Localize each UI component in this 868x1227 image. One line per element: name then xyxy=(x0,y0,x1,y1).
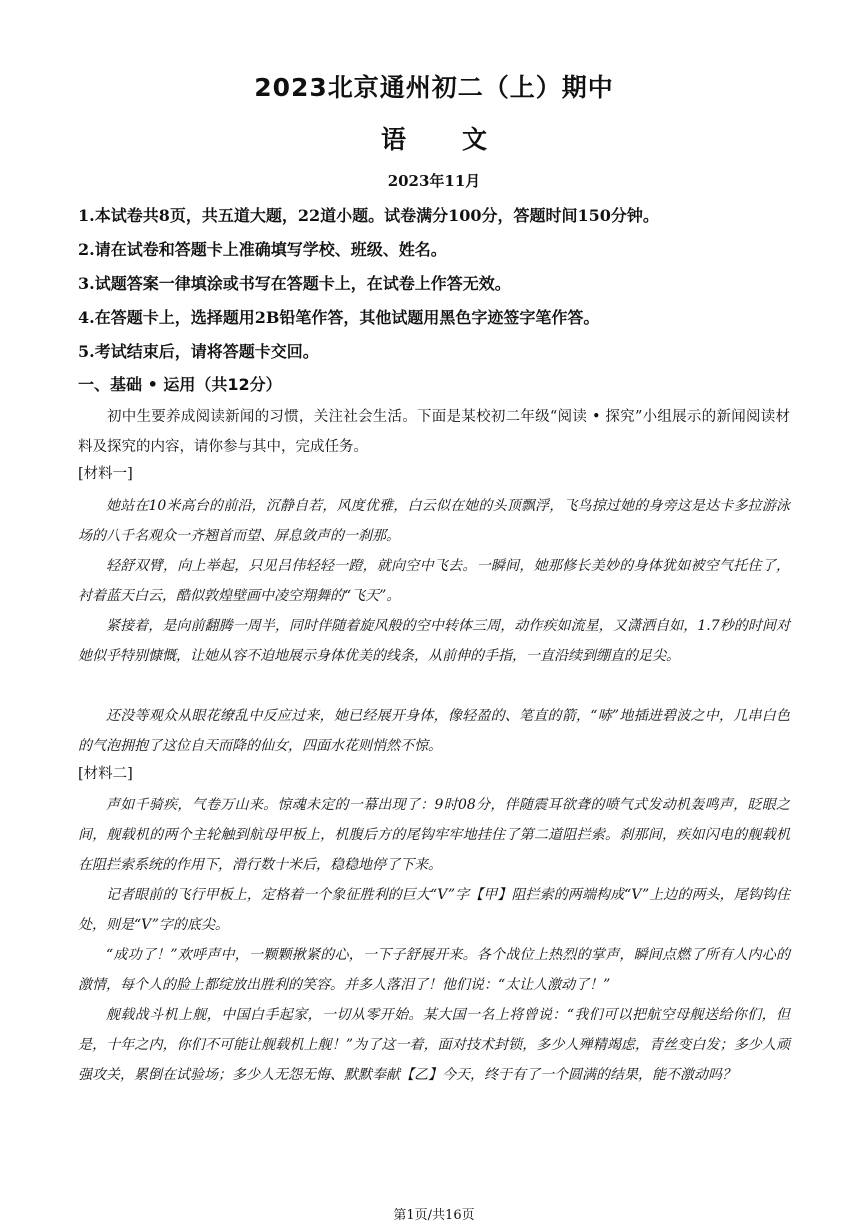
material-paragraph: 舰载战斗机上舰，中国白手起家，一切从零开始。某大国一名上将曾说：“我们可以把航空母舰送给你们，但是，十年之内，你们不可能让舰载机上舰！”为了这一着，面对技术封锁，多少人殚精竭虑，青丝变白发；多少人顽强攻关，累倒在试验场；多少人无怨无悔、默默奉献【乙】今天，终于有了一个圆满的结果，能不激动吗？ xyxy=(78,1007,790,1083)
material-label: [材料二] xyxy=(78,766,133,782)
section-intro: 初中生要养成阅读新闻的习惯，关注社会生活。下面是某校初二年级“阅读 • 探究”小组展示的新闻阅读材料及探究的内容，请你参与其中，完成任务。 xyxy=(78,409,790,455)
page-indicator: 第1页/共16页 xyxy=(393,1208,475,1223)
subject-title xyxy=(0,120,868,156)
subject-char-2: 文 xyxy=(462,125,488,154)
material-paragraph: 紧接着，是向前翻腾一周半，同时伴随着旋风般的空中转体三周，动作疾如流星，又潇洒自如，1.7秒的时间对她似乎特别慷慨，让她从容不迫地展示身体优美的线条，从前伸的手指，一直沿续到绷直的足尖。 xyxy=(78,618,790,664)
page-title: 2023北京通州初二（上）期中 xyxy=(254,73,614,102)
instruction-item: 3.试题答案一律填涂或书写在答题卡上，在试卷上作答无效。 xyxy=(78,274,511,293)
material-paragraph: 还没等观众从眼花缭乱中反应过来，她已经展开身体，像轻盈的、笔直的箭，“哧”地插进碧波之中，几串白色的气泡拥抱了这位自天而降的仙女，四面水花则悄然不惊。 xyxy=(78,708,790,754)
instruction-item: 2.请在试卷和答题卡上准确填写学校、班级、姓名。 xyxy=(78,240,447,259)
section-heading: 一、基础 • 运用（共12分） xyxy=(78,375,282,394)
material-label: [材料一] xyxy=(78,466,133,482)
instruction-item: 4.在答题卡上，选择题用2B铅笔作答，其他试题用黑色字迹签字笔作答。 xyxy=(78,308,600,327)
material-paragraph: 轻舒双臂，向上举起，只见吕伟轻轻一蹬，就向空中飞去。一瞬间，她那修长美妙的身体犹如被空气托住了，衬着蓝天白云，酷似敦煌壁画中凌空翔舞的“飞天”。 xyxy=(78,558,790,604)
instruction-item: 1.本试卷共8页，共五道大题，22道小题。试卷满分100分，答题时间150分钟。 xyxy=(78,206,659,225)
material-paragraph: 记者眼前的飞行甲板上，定格着一个象征胜利的巨大“V”字【甲】阻拦索的两端构成“V”上边的两头，尾钩钩住处，则是“V”字的底尖。 xyxy=(78,887,790,933)
material-paragraph: 声如千骑疾，气卷万山来。惊魂未定的一幕出现了：9时08分，伴随震耳欲聋的喷气式发动机轰鸣声，眨眼之间，舰载机的两个主轮触到航母甲板上，机腹后方的尾钩牢牢地挂住了第二道阻拦索。刹那间，疾如闪电的舰载机在阻拦索系统的作用下，滑行数十米后，稳稳地停了下来。 xyxy=(78,797,790,873)
subject-char-1: 语 xyxy=(380,125,406,154)
instruction-item: 5.考试结束后，请将答题卡交回。 xyxy=(78,342,319,361)
exam-date: 2023年11月 xyxy=(387,172,481,190)
instructions-list xyxy=(78,202,838,372)
material-paragraph: 她站在10米高台的前沿，沉静自若，风度优雅，白云似在她的头顶飘浮，飞鸟掠过她的身旁这是达卡多拉游泳场的八千名观众一齐翘首而望、屏息敛声的一刹那。 xyxy=(78,498,790,544)
material-paragraph: “成功了！”欢呼声中，一颗颗揪紧的心，一下子舒展开来。各个战位上热烈的掌声，瞬间点燃了所有人内心的激情，每个人的脸上都绽放出胜利的笑容。并多人落泪了！他们说：“太让人激动了！” xyxy=(78,947,790,993)
